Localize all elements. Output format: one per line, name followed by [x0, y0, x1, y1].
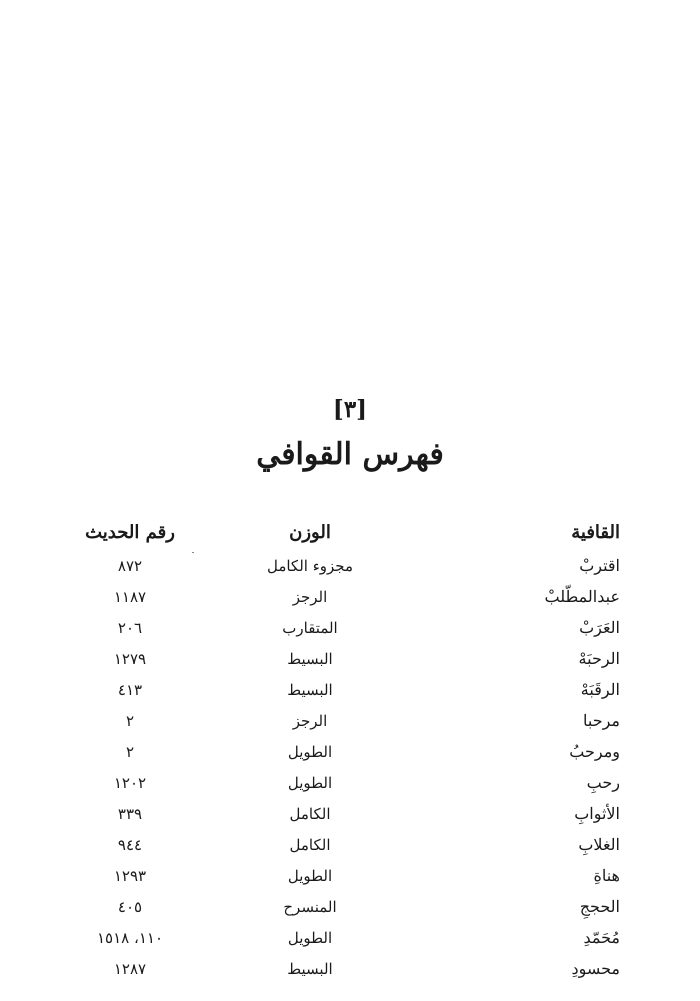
- meter-cell: البسيط: [287, 649, 333, 668]
- hadith-number-cell: ٤١٣: [117, 680, 143, 699]
- meter-cell: الكامل: [289, 835, 331, 854]
- meter-cell: الطويل: [287, 773, 333, 792]
- section-title: فهرس القوافي: [256, 437, 444, 472]
- meter-cell: البسيط: [287, 959, 333, 978]
- rhyme-cell: ومرحبُ: [569, 742, 620, 761]
- meter-cell: الطويل: [287, 928, 333, 947]
- table-row: [50, 829, 620, 860]
- rhyme-cell: الرحبَهْ: [578, 649, 620, 668]
- table-row: [50, 643, 620, 674]
- table-row: [50, 674, 620, 705]
- rhyme-cell: اقتربْ: [579, 556, 620, 575]
- table-row: [50, 798, 620, 829]
- meter-cell: الكامل: [289, 804, 331, 823]
- section-number: [٣]: [332, 396, 368, 423]
- hadith-number-cell: ١٢٨٧: [113, 959, 147, 978]
- header-meter: الوزن: [289, 521, 331, 543]
- hadith-number-cell: ٢: [125, 742, 135, 761]
- hadith-number-cell: ٩٤٤: [117, 835, 143, 854]
- rhyme-cell: العَرَبْ: [579, 618, 620, 637]
- meter-cell: البسيط: [287, 680, 333, 699]
- rhyme-cell: عبدالمطّلبْ: [544, 587, 620, 606]
- rhyme-cell: مرحبا: [583, 711, 620, 730]
- meter-cell: المتقارب: [282, 618, 338, 637]
- meter-cell: الطويل: [287, 742, 333, 761]
- hadith-number-cell: ٣٣٩: [117, 804, 143, 823]
- rhyme-cell: محسودِ: [571, 959, 620, 978]
- table-row: [50, 705, 620, 736]
- table-row: [50, 581, 620, 612]
- rhyme-cell: هناةِ: [593, 866, 620, 885]
- rhyme-index-table: [50, 514, 620, 984]
- table-row: [50, 860, 620, 891]
- header-rhyme: القافية: [571, 521, 620, 543]
- hadith-number-cell: ٨٧٢: [117, 556, 143, 575]
- header-hadith-number: رقم الحديث: [85, 521, 175, 543]
- table-row: [50, 891, 620, 922]
- table-row: [50, 612, 620, 643]
- hadith-number-cell: ١١٠، ١٥١٨: [96, 928, 163, 947]
- rhyme-cell: الرقَبَهْ: [580, 680, 620, 699]
- hadith-number-cell: ٢٠٦: [117, 618, 143, 637]
- rhyme-cell: الأثوابِ: [574, 804, 620, 823]
- hadith-number-cell: ١٢٠٢: [113, 773, 147, 792]
- meter-cell: الرجز: [292, 587, 328, 606]
- table-row: [50, 736, 620, 767]
- hadith-number-cell: ١٢٩٣: [113, 866, 147, 885]
- meter-cell: المنسرح: [283, 897, 337, 916]
- table-row: [50, 922, 620, 953]
- rhyme-cell: الحججِ: [579, 897, 620, 916]
- hadith-number-cell: ٤٠٥: [117, 897, 143, 916]
- table-row: [50, 953, 620, 984]
- table-row: [50, 767, 620, 798]
- table-header-row: [50, 514, 620, 550]
- table-row: [50, 550, 620, 581]
- rhyme-cell: مُحَمّدِ: [583, 928, 620, 947]
- meter-cell: مجزوء الكامل: [266, 556, 354, 575]
- meter-cell: الرجز: [292, 711, 328, 730]
- hadith-number-cell: ١١٨٧: [113, 587, 147, 606]
- hadith-number-cell: ٢: [125, 711, 135, 730]
- rhyme-cell: رحبِ: [586, 773, 620, 792]
- hadith-number-cell: ١٢٧٩: [113, 649, 147, 668]
- meter-cell: الطويل: [287, 866, 333, 885]
- rhyme-cell: الغلابِ: [578, 835, 620, 854]
